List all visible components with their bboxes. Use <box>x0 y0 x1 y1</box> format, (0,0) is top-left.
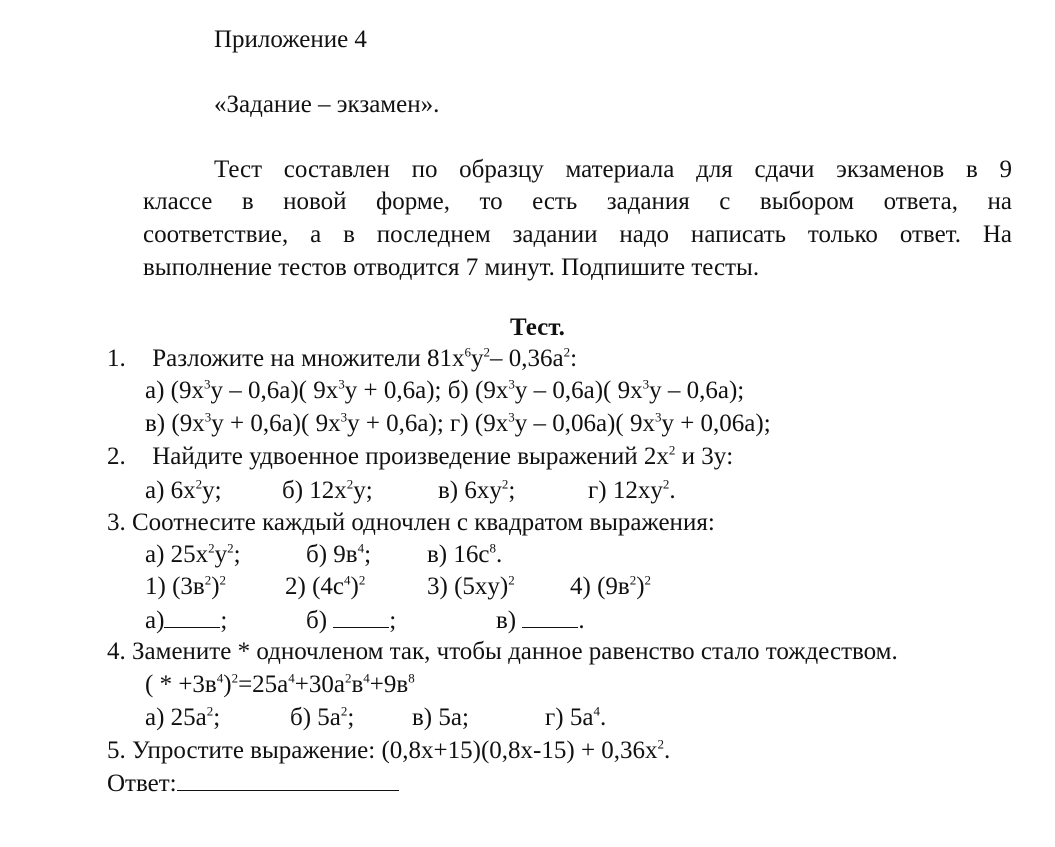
question-2-option-c: в) $6xy^2$; <box>438 476 516 504</box>
intro-line-3: соответствие, а в последнем задании надо написать только ответ. На <box>143 221 1012 248</box>
answer-label: Ответ: <box>107 770 177 797</box>
question-3-monomial-a: а) $25x^2y^2$; <box>145 540 241 568</box>
answer-blank-a[interactable] <box>164 605 220 628</box>
answer-line <box>107 768 399 799</box>
task-title: «Задание – экзамен». <box>214 91 440 118</box>
question-number: 1. <box>107 345 126 372</box>
answer-blank[interactable] <box>177 768 399 791</box>
question-4-equation: ( * $+3в^4)^2=25a^4+30a^2в^4+9в^8$ <box>145 670 415 698</box>
question-2-option-a: а) $6x^2y$; <box>145 476 222 504</box>
answer-blank-b[interactable] <box>333 605 389 628</box>
question-5: 5. Упростите выражение: $(0,8x+15)(0,8x-15) + 0,36x^2$. <box>107 736 671 764</box>
question-4-option-a: а) $25a^2$; <box>145 703 221 731</box>
question-2-option-b: б) $12x^2y$; <box>282 476 373 504</box>
question-1: 1. Разложите на множители $81x^6y^2-$ $0,36a^2$: <box>107 344 578 372</box>
question-3-answer-c: в) . <box>496 607 585 634</box>
intro-line-4: выполнение тестов отводится 7 минут. Подпишите тесты. <box>143 254 760 281</box>
intro-line-1: Тест составлен по образцу материала для сдачи экзаменов в 9 <box>214 156 1012 183</box>
question-4-option-b: б) $5a^2$; <box>290 703 355 731</box>
question-3: 3. Соотнесите каждый одночлен с квадратом выражения: <box>107 509 715 536</box>
question-1-options-row-1: а) $(9x^3y - 0,6a)$( $9x^3y + 0,6a$); б) $(9x^3y - 0,6a)$( $9x^3y - 0,6a$); <box>145 376 745 404</box>
question-3-monomial-c: в) $16c^8$. <box>427 540 503 568</box>
question-3-match-3: 3) $(5xy)^2$ <box>427 572 515 600</box>
question-3-answer-a: а) ; <box>145 607 228 634</box>
question-3-match-4: 4) $(9в^2)^2$ <box>570 572 652 600</box>
question-2-option-d: г) $12xy^2$. <box>588 476 676 504</box>
question-1-options-row-2: в) $(9x^3y + 0,6a)$( $9x^3y + 0,6a$); г) $(9x^3y - 0,06a)$( $9x^3y + 0,06a$); <box>145 409 771 437</box>
answer-blank-c[interactable] <box>522 605 578 628</box>
question-4-option-c: в) 5a; <box>412 704 469 731</box>
question-3-match-2: 2) $(4c^4)^2$ <box>285 572 366 600</box>
question-2: 2. Найдите удвоенное произведение выражений $2x^2$ и 3y: <box>107 442 734 470</box>
question-3-monomial-b: б) $9в^4$; <box>306 540 372 568</box>
question-3-match-1: 1) $(3в^2)^2$ <box>145 572 227 600</box>
question-3-answer-b: б) ; <box>306 607 397 634</box>
appendix-title: Приложение 4 <box>214 26 367 53</box>
intro-line-2: классе в новой форме, то есть задания с выбором ответа, на <box>143 188 1012 215</box>
test-heading: Тест. <box>510 314 565 341</box>
question-number: 2. <box>107 443 126 470</box>
question-4-option-d: г) $5a^4$. <box>545 703 607 731</box>
question-4: 4. Замените * одночленом так, чтобы данное равенство стало тождеством. <box>107 638 898 665</box>
